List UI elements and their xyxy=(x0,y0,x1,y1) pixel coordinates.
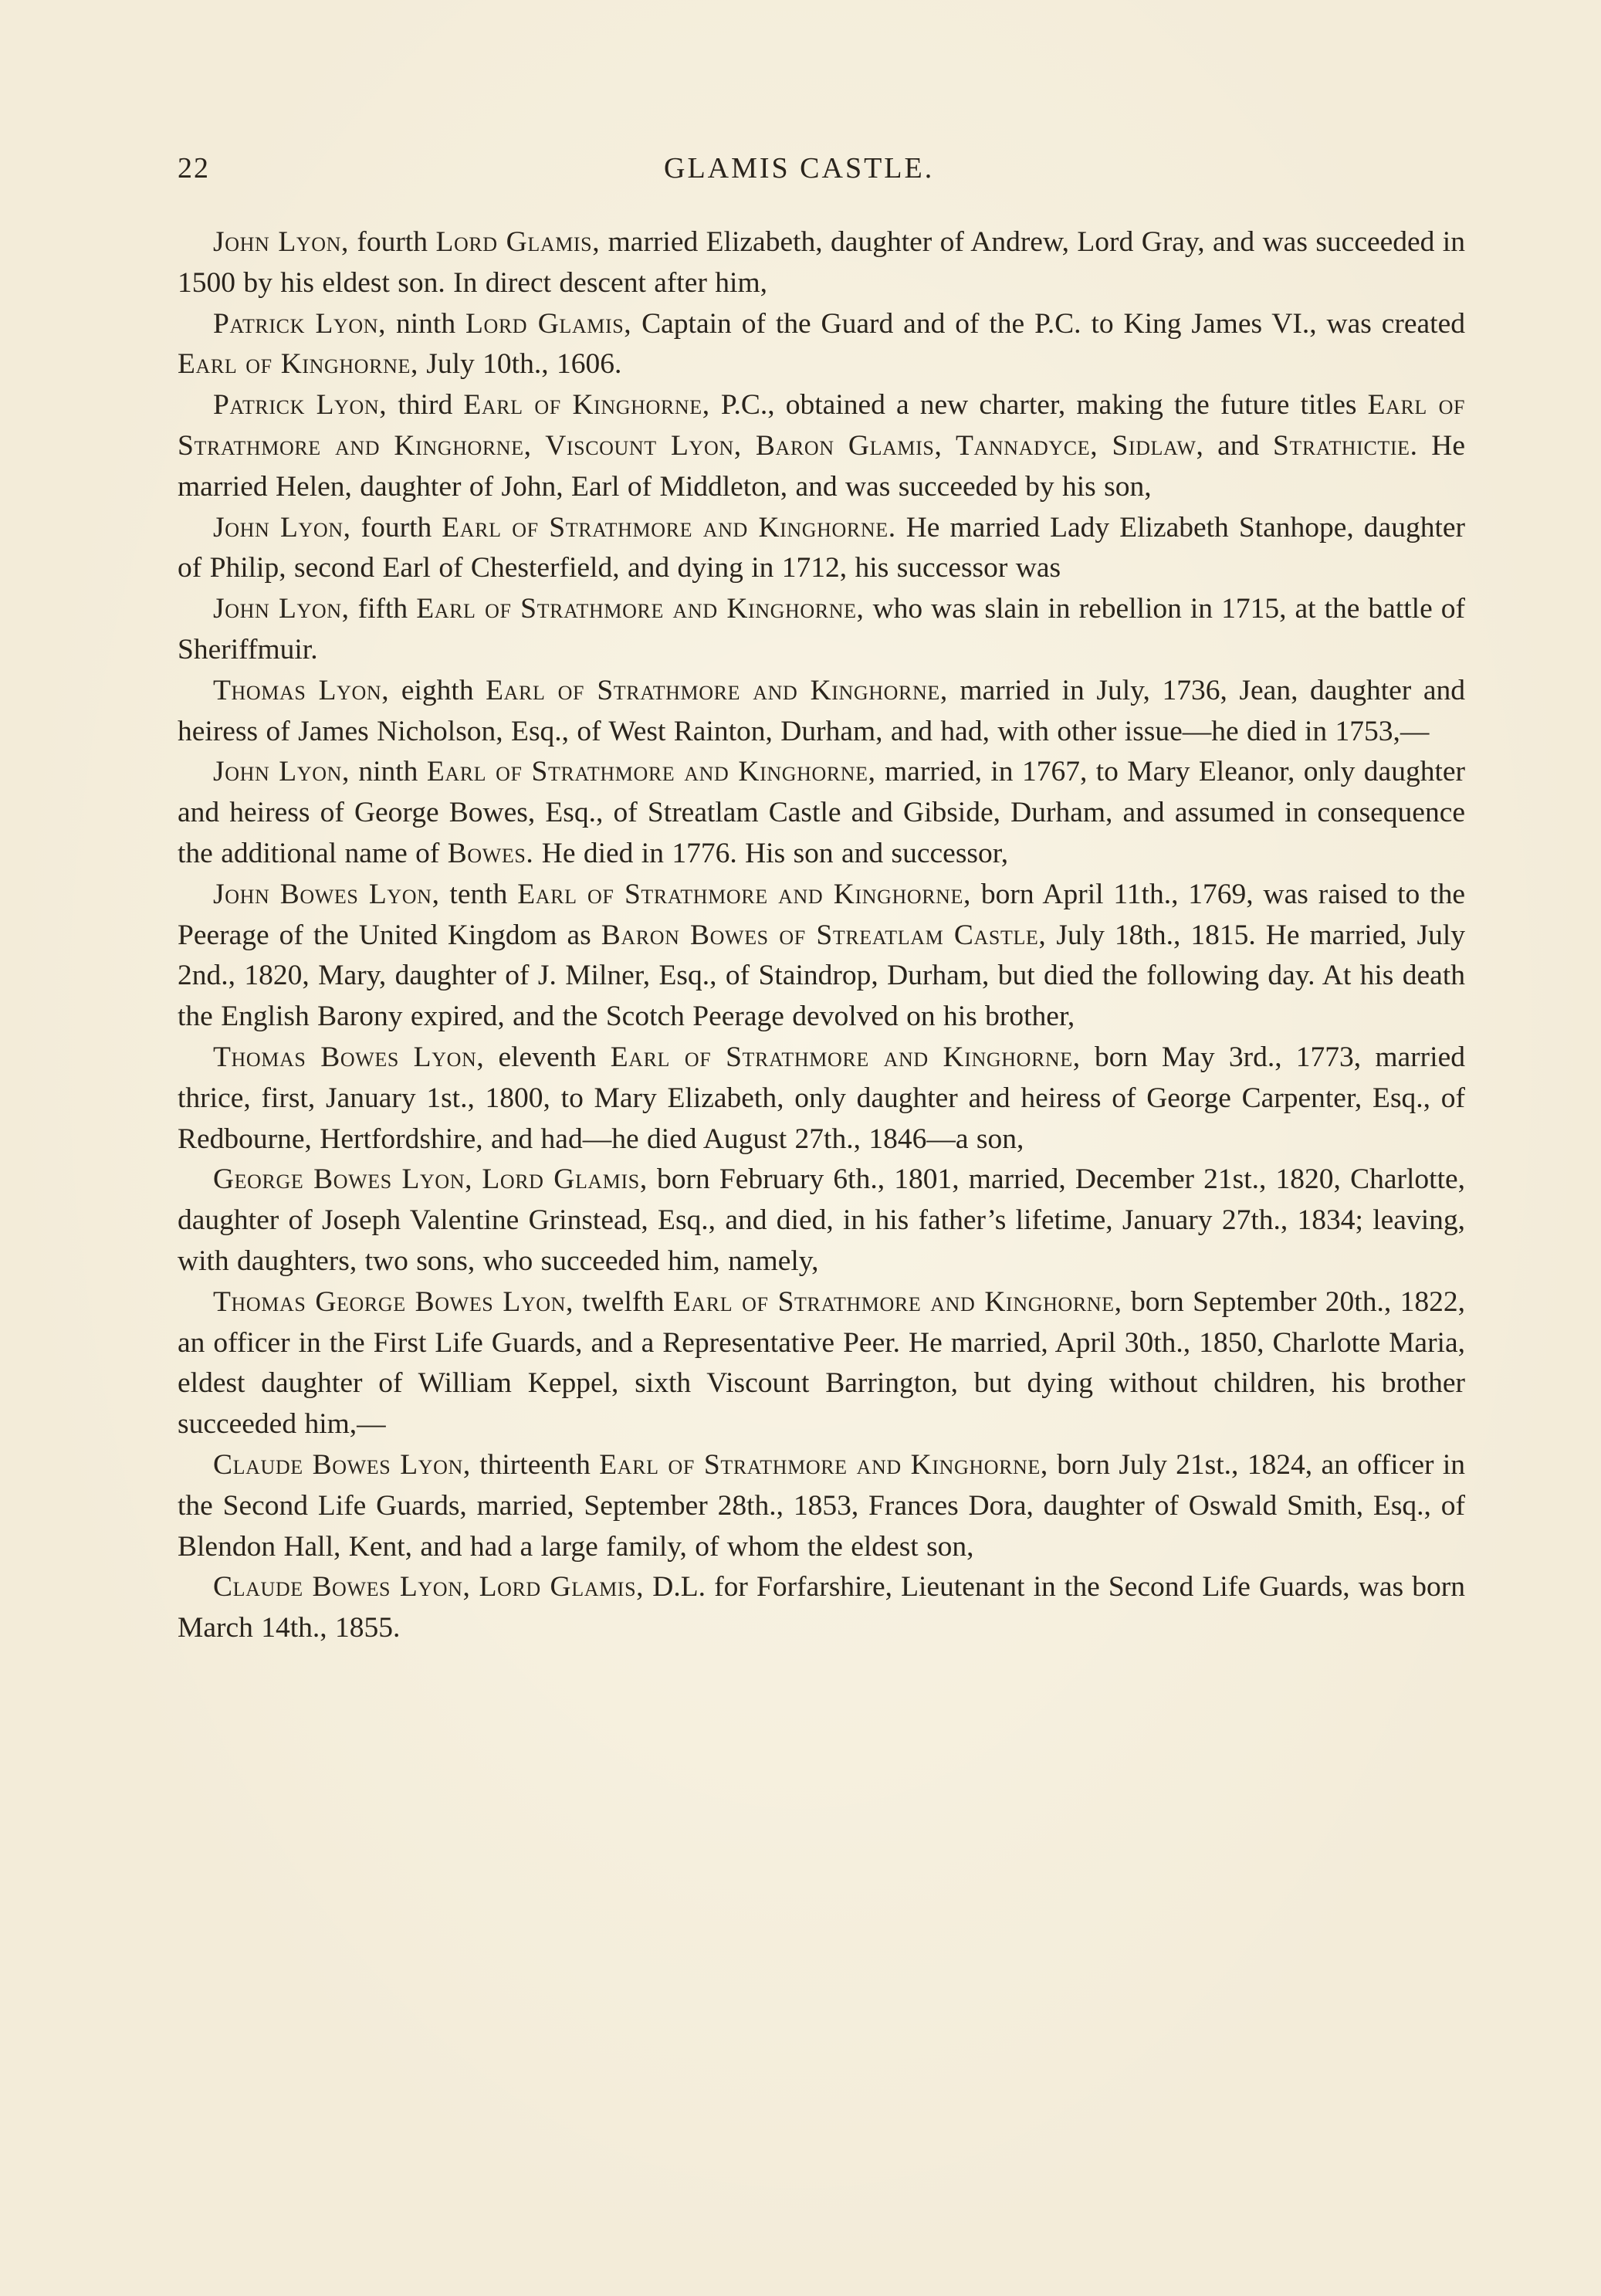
entry-title: Earl of Strathmore and Kinghorne, xyxy=(517,878,971,910)
entry-title: Strathictie. xyxy=(1272,429,1418,462)
entry-person-name: Thomas Bowes Lyon, xyxy=(213,1041,485,1073)
entry-text xyxy=(470,1571,479,1603)
genealogy-entry xyxy=(178,752,1465,874)
entry-person-name: George Bowes Lyon, xyxy=(213,1163,473,1196)
entry-text: He died in 1776. His son and successor, xyxy=(533,837,1009,869)
entry-text xyxy=(472,1163,482,1195)
entry-text: thirteenth xyxy=(470,1448,600,1481)
entry-person-name: Thomas Lyon, xyxy=(213,674,390,706)
entry-person-name: John Lyon, xyxy=(213,756,350,788)
entry-title: Lord Glamis, xyxy=(435,226,601,258)
entry-text: fifth xyxy=(349,593,417,625)
entry-text: eleventh xyxy=(484,1041,611,1073)
entry-text: born July 21st., 1824, an officer in the Second Life Guards, married, September 28th., 1853, Frances Dora, daughter of Oswald Smith, Esq., of Blendon Hall, Kent, and had a large family, of whom the eldest son, xyxy=(178,1448,1465,1563)
entry-title: Earl of Strathmore and Kinghorne, xyxy=(672,1285,1122,1318)
entry-text: July 10th., 1606. xyxy=(418,348,622,381)
genealogy-entry xyxy=(178,875,1465,1038)
entry-person-name: Claude Bowes Lyon, xyxy=(213,1571,471,1603)
genealogy-entry xyxy=(178,1038,1465,1160)
body-text xyxy=(178,222,1465,1649)
entry-text: July 18th., 1815. He married, July 2nd., 1820, Mary, daughter of J. Milner, Esq., of Staindrop, Durham, but died the following day. At his death the English Barony expired, and the Scotch Peerage devolved on his brother, xyxy=(178,919,1465,1033)
entry-text: ninth xyxy=(349,756,427,788)
entry-title: Earl of Strathmore and Kinghorne, xyxy=(486,674,948,706)
running-title: GLAMIS CASTLE. xyxy=(664,152,935,185)
entry-text: married Elizabeth, daughter of Andrew, Lord Gray, and was succeeded in 1500 by his eldest son. In direct descent after him, xyxy=(178,226,1465,299)
genealogy-entry xyxy=(178,1160,1465,1282)
genealogy-entry xyxy=(178,304,1465,386)
entry-person-name: John Lyon, xyxy=(213,511,351,544)
entry-title: Earl of Strathmore and Kinghorne, xyxy=(426,756,876,788)
entry-title: Baron Bowes of Streatlam Castle, xyxy=(601,919,1047,951)
entry-title: Lord Glamis, xyxy=(465,307,632,340)
entry-person-name: John Lyon, xyxy=(213,593,350,625)
entry-title: Earl of Kinghorne, xyxy=(178,348,418,381)
entry-text: Captain of the Guard and of the P.C. to King James VI., was created xyxy=(631,307,1465,340)
genealogy-entry xyxy=(178,222,1465,304)
entry-title: Earl of Kinghorne, xyxy=(463,389,710,422)
entry-person-name: John Lyon, xyxy=(213,226,349,258)
entry-person-name: Claude Bowes Lyon, xyxy=(213,1448,471,1481)
entry-text: fourth xyxy=(348,226,436,258)
genealogy-entry xyxy=(178,1445,1465,1567)
entry-text: D.L. for Forfarshire, Lieutenant in the Second Life Guards, was born March 14th., 1855. xyxy=(178,1571,1465,1644)
entry-text: who was slain in rebellion in 1715, at the battle of Sheriffmuir. xyxy=(178,593,1465,665)
entry-text: married, in 1767, to Mary Eleanor, only daughter and heiress of George Bowes, Esq., of Streatlam Castle and Gibside, Durham, and assumed in consequence the additional name of xyxy=(178,756,1465,869)
entry-text: eighth xyxy=(389,674,486,706)
entry-title: Bowes. xyxy=(447,837,534,869)
entry-title: Earl of Strathmore and Kinghorne, xyxy=(599,1448,1048,1481)
entry-person-name: Patrick Lyon, xyxy=(213,389,388,422)
entry-text: tenth xyxy=(439,878,518,910)
entry-text: married in July, 1736, Jean, daughter and heiress of James Nicholson, Esq., of West Rainton, Durham, and had, with other issue—he died in 1753,— xyxy=(178,674,1465,747)
entry-person-name: John Bowes Lyon, xyxy=(213,878,440,910)
entry-text: He married Lady Elizabeth Stanhope, daughter of Philip, second Earl of Chesterfield, and dying in 1712, his successor was xyxy=(178,511,1465,584)
entry-text: He married Helen, daughter of John, Earl of Middleton, and was succeeded by his son, xyxy=(178,429,1465,503)
genealogy-entry xyxy=(178,385,1465,507)
genealogy-entry xyxy=(178,508,1465,590)
entry-text: born May 3rd., 1773, married thrice, first, January 1st., 1800, to Mary Elizabeth, only daughter and heiress of George Carpenter, Esq., of Redbourne, Hertfordshire, and had—he died August 27th., 1846—a son, xyxy=(178,1041,1465,1155)
genealogy-entry xyxy=(178,1567,1465,1649)
entry-title: Earl of Strathmore and Kinghorne, xyxy=(610,1041,1081,1073)
running-head xyxy=(178,151,980,198)
entry-text: third xyxy=(387,389,464,422)
entry-text: born February 6th., 1801, married, December 21st., 1820, Charlotte, daughter of Joseph Valentine Grinstead, Esq., and died, in his father’s lifetime, January 27th., 1834; leaving, with daughters, two sons, who succeeded him, namely, xyxy=(178,1163,1466,1277)
entry-text: and xyxy=(1203,429,1273,462)
genealogy-entry xyxy=(178,589,1465,671)
entry-text: fourth xyxy=(350,511,442,544)
entry-text: ninth xyxy=(386,307,465,340)
genealogy-entry xyxy=(178,671,1465,753)
entry-person-name: Thomas George Bowes Lyon, xyxy=(213,1285,574,1318)
genealogy-entry xyxy=(178,1282,1465,1445)
entry-text: born September 20th., 1822, an officer in the First Life Guards, and a Representative Peer. He married, April 30th., 1850, Charlotte Maria, eldest daughter of William Keppel, sixth Viscount Barrington, but dying without children, his brother succeeded him,— xyxy=(178,1285,1465,1441)
entry-text: twelfth xyxy=(573,1285,673,1318)
entry-title: Lord Glamis, xyxy=(482,1163,648,1196)
entry-title: Earl of Strathmore and Kinghorne. xyxy=(442,511,896,544)
entry-person-name: Patrick Lyon, xyxy=(213,307,387,340)
entry-title: Earl of Strathmore and Kinghorne, Viscount Lyon, Baron Glamis, Tannadyce, Sidlaw, xyxy=(178,389,1466,462)
entry-text: P.C., obtained a new charter, making the future titles xyxy=(709,389,1368,422)
page-number: 22 xyxy=(178,152,210,185)
entry-text: born April 11th., 1769, was raised to the Peerage of the United Kingdom as xyxy=(178,878,1465,951)
entry-title: Earl of Strathmore and Kinghorne, xyxy=(416,593,865,625)
entry-title: Lord Glamis, xyxy=(479,1571,645,1603)
